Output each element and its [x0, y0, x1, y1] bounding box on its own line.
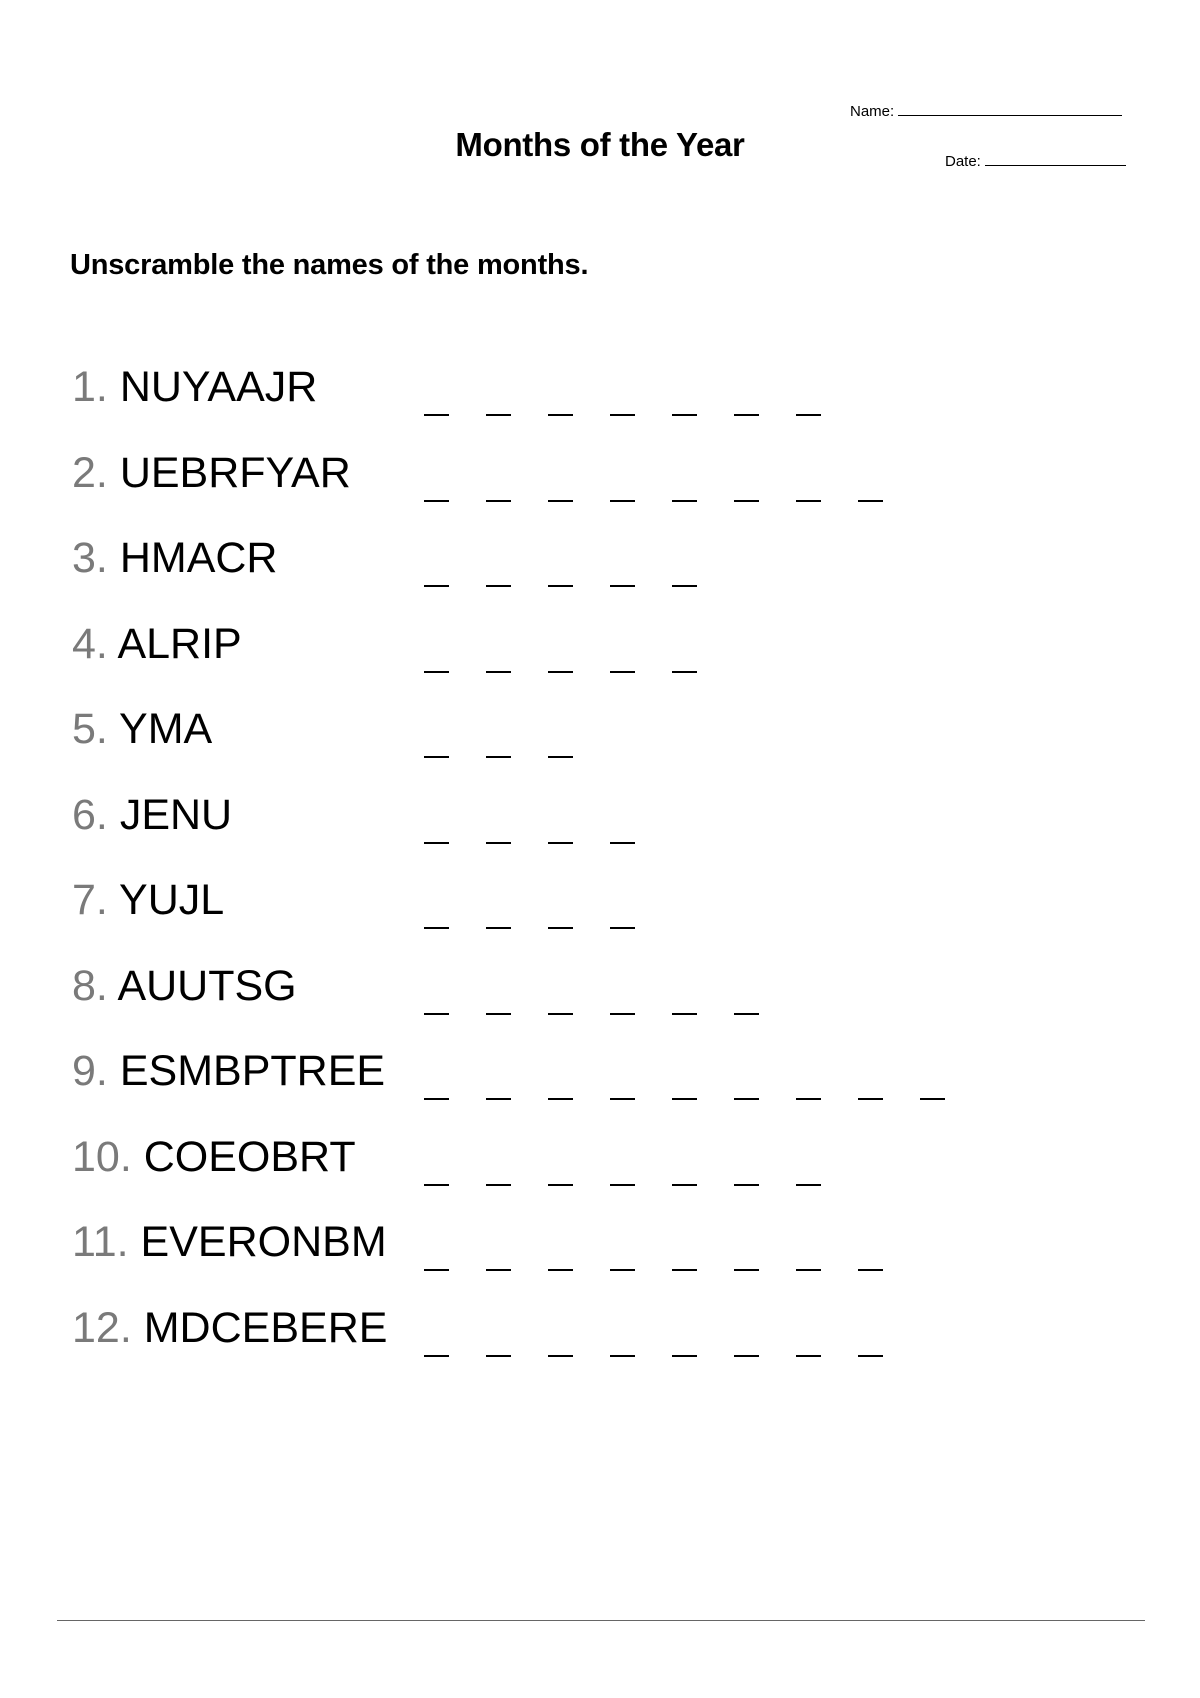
letter-blank[interactable]: [734, 500, 759, 502]
scrambled-word: NUYAAJR: [119, 363, 318, 411]
page-title: Months of the Year: [455, 126, 745, 163]
list-item: [72, 961, 1132, 1047]
item-number: 9.: [72, 1047, 108, 1095]
letter-blank[interactable]: [548, 1013, 573, 1015]
letter-blank[interactable]: [486, 1184, 511, 1186]
letter-blank[interactable]: [610, 414, 635, 416]
list-item: [72, 1132, 1132, 1218]
item-prompt: [72, 448, 351, 498]
name-field[interactable]: [850, 103, 1122, 121]
letter-blank[interactable]: [672, 414, 697, 416]
letter-blank[interactable]: [734, 1269, 759, 1271]
letter-blank[interactable]: [548, 671, 573, 673]
list-item: [72, 619, 1132, 705]
answer-blanks[interactable]: [424, 1303, 920, 1359]
letter-blank[interactable]: [424, 927, 449, 929]
letter-blank[interactable]: [672, 500, 697, 502]
letter-blank[interactable]: [610, 1355, 635, 1357]
letter-blank[interactable]: [486, 671, 511, 673]
list-item: [72, 533, 1132, 619]
letter-blank[interactable]: [858, 1098, 883, 1100]
letter-blank[interactable]: [610, 1184, 635, 1186]
letter-blank[interactable]: [734, 414, 759, 416]
scrambled-word: ESMBPTREE: [119, 1047, 386, 1095]
date-field[interactable]: [945, 153, 1126, 171]
item-prompt: [72, 704, 212, 754]
letter-blank[interactable]: [796, 500, 821, 502]
letter-blank[interactable]: [486, 585, 511, 587]
scrambled-word: MDCEBERE: [143, 1303, 388, 1352]
letter-blank[interactable]: [424, 756, 449, 758]
item-number: 6.: [72, 790, 108, 839]
list-item: [72, 362, 1132, 448]
answer-blanks[interactable]: [424, 790, 672, 846]
letter-blank[interactable]: [486, 842, 511, 844]
list-item: [72, 448, 1132, 534]
answer-blanks[interactable]: [424, 961, 796, 1017]
date-label: Date:: [945, 153, 981, 170]
item-number: 11.: [72, 1218, 129, 1266]
scrambled-word: COEOBRT: [143, 1132, 356, 1181]
letter-blank[interactable]: [424, 414, 449, 416]
letter-blank[interactable]: [548, 585, 573, 587]
letter-blank[interactable]: [796, 1269, 821, 1271]
letter-blank[interactable]: [486, 1098, 511, 1100]
item-number: 2.: [72, 448, 108, 497]
scrambled-word: UEBRFYAR: [119, 448, 351, 497]
letter-blank[interactable]: [610, 842, 635, 844]
item-number: 7.: [72, 876, 108, 924]
list-item: [72, 1303, 1132, 1389]
item-number: 4.: [72, 619, 108, 668]
letter-blank[interactable]: [610, 500, 635, 502]
letter-blank[interactable]: [486, 1013, 511, 1015]
letter-blank[interactable]: [672, 1184, 697, 1186]
answer-blanks[interactable]: [424, 362, 858, 418]
answer-blanks[interactable]: [424, 448, 920, 504]
letter-blank[interactable]: [610, 927, 635, 929]
scrambled-word: YMA: [119, 705, 213, 753]
scrambled-word: YUJL: [119, 876, 225, 924]
letter-blank[interactable]: [858, 500, 883, 502]
letter-blank[interactable]: [424, 1355, 449, 1357]
item-prompt: [72, 362, 317, 412]
item-number: 8.: [72, 961, 108, 1010]
letter-blank[interactable]: [424, 500, 449, 502]
letter-blank[interactable]: [424, 1013, 449, 1015]
letter-blank[interactable]: [796, 1098, 821, 1100]
letter-blank[interactable]: [672, 1098, 697, 1100]
answer-blanks[interactable]: [424, 875, 672, 931]
answer-blanks[interactable]: [424, 533, 734, 589]
footer-divider: [57, 1620, 1145, 1621]
letter-blank[interactable]: [734, 1013, 759, 1015]
list-item: [72, 704, 1132, 790]
item-prompt: [72, 619, 242, 669]
list-item: [72, 875, 1132, 961]
letter-blank[interactable]: [610, 1013, 635, 1015]
item-number: 5.: [72, 705, 108, 753]
letter-blank[interactable]: [610, 671, 635, 673]
letter-blank[interactable]: [672, 671, 697, 673]
letter-blank[interactable]: [486, 500, 511, 502]
name-line[interactable]: [898, 103, 1122, 116]
letter-blank[interactable]: [424, 585, 449, 587]
item-prompt: [72, 1132, 356, 1182]
scrambled-word: AUUTSG: [117, 961, 297, 1010]
letter-blank[interactable]: [548, 756, 573, 758]
scrambled-word: ALRIP: [117, 619, 242, 668]
letter-blank[interactable]: [486, 1355, 511, 1357]
item-prompt: [72, 533, 278, 583]
letter-blank[interactable]: [610, 585, 635, 587]
instructions: Unscramble the names of the months.: [70, 249, 589, 281]
item-number: 10.: [72, 1132, 132, 1181]
date-line[interactable]: [985, 153, 1126, 166]
item-prompt: [72, 1046, 385, 1096]
letter-blank[interactable]: [734, 1355, 759, 1357]
letter-blank[interactable]: [424, 1098, 449, 1100]
letter-blank[interactable]: [672, 1355, 697, 1357]
item-prompt: [72, 1217, 387, 1267]
letter-blank[interactable]: [672, 585, 697, 587]
letter-blank[interactable]: [424, 1184, 449, 1186]
list-item: [72, 1217, 1132, 1303]
letter-blank[interactable]: [796, 1355, 821, 1357]
answer-blanks[interactable]: [424, 1046, 982, 1102]
item-number: 12.: [72, 1303, 132, 1352]
answer-blanks[interactable]: [424, 1217, 920, 1273]
letter-blank[interactable]: [486, 927, 511, 929]
letter-blank[interactable]: [610, 1098, 635, 1100]
letter-blank[interactable]: [858, 1269, 883, 1271]
item-prompt: [72, 1303, 387, 1353]
letter-blank[interactable]: [548, 1269, 573, 1271]
item-prompt: [72, 790, 232, 840]
letter-blank[interactable]: [548, 1355, 573, 1357]
letter-blank[interactable]: [548, 927, 573, 929]
item-number: 3.: [72, 534, 108, 582]
answer-blanks[interactable]: [424, 1132, 858, 1188]
letter-blank[interactable]: [858, 1355, 883, 1357]
name-label: Name:: [850, 103, 895, 120]
letter-blank[interactable]: [672, 1013, 697, 1015]
answer-blanks[interactable]: [424, 704, 610, 760]
letter-blank[interactable]: [672, 1269, 697, 1271]
letter-blank[interactable]: [920, 1098, 945, 1100]
scrambled-word: JENU: [119, 790, 233, 839]
letter-blank[interactable]: [424, 1269, 449, 1271]
scrambled-word: EVERONBM: [140, 1218, 387, 1266]
letter-blank[interactable]: [548, 1098, 573, 1100]
item-prompt: [72, 875, 224, 925]
item-prompt: [72, 961, 297, 1011]
item-list: [72, 362, 1132, 1388]
letter-blank[interactable]: [734, 1098, 759, 1100]
letter-blank[interactable]: [424, 842, 449, 844]
letter-blank[interactable]: [796, 1184, 821, 1186]
letter-blank[interactable]: [486, 756, 511, 758]
letter-blank[interactable]: [548, 500, 573, 502]
list-item: [72, 1046, 1132, 1132]
letter-blank[interactable]: [548, 414, 573, 416]
letter-blank[interactable]: [796, 414, 821, 416]
letter-blank[interactable]: [486, 1269, 511, 1271]
letter-blank[interactable]: [486, 414, 511, 416]
letter-blank[interactable]: [548, 842, 573, 844]
letter-blank[interactable]: [734, 1184, 759, 1186]
list-item: [72, 790, 1132, 876]
letter-blank[interactable]: [548, 1184, 573, 1186]
answer-blanks[interactable]: [424, 619, 734, 675]
letter-blank[interactable]: [610, 1269, 635, 1271]
scrambled-word: HMACR: [119, 534, 278, 582]
item-number: 1.: [72, 363, 108, 411]
letter-blank[interactable]: [424, 671, 449, 673]
